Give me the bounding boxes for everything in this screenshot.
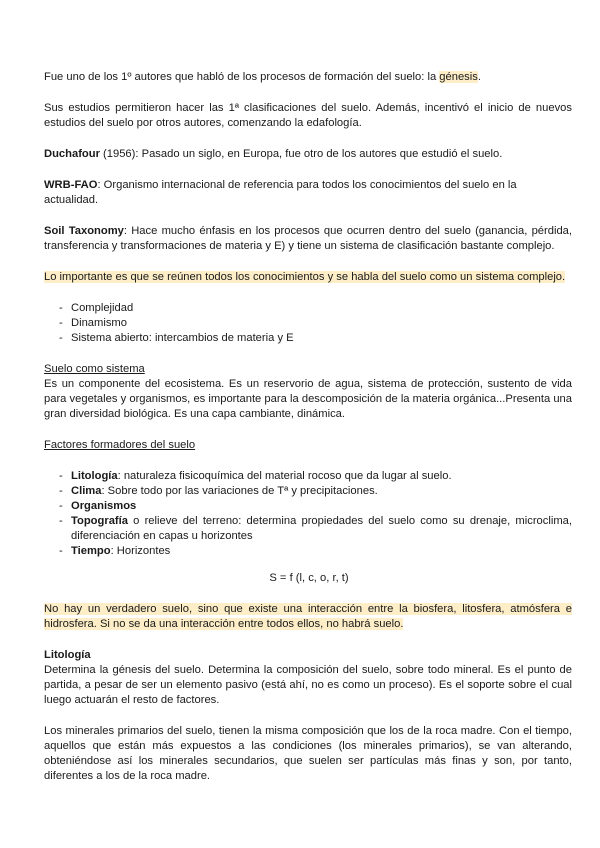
heading-suelo-sistema: Suelo como sistema [44,363,145,375]
paragraph-suelo-sistema: Es un componente del ecosistema. Es un reservorio de agua, sistema de protección, sustento de vida para vegetales y organismos, es importante para la descomposición de la materia orgánica...Presenta una gran diversidad biológica. Es una capa cambiante, dinámica. [44,378,572,420]
list-item: - Dinamismo [44,316,572,331]
paragraph-duchafour: Duchafour (1956): Pasado un siglo, en Europa, fue otro de los autores que estudió el suelo. [44,148,503,160]
list-item: - Sistema abierto: intercambios de materia y E [44,331,572,346]
list-item: - Tiempo: Horizontes [44,544,572,559]
list-item: - Litología: naturaleza fisicoquímica del material rocoso que da lugar al suelo. [44,469,572,484]
paragraph-soil-taxonomy: Soil Taxonomy: Hace mucho énfasis en los procesos que ocurren dentro del suelo (ganancia, pérdida, transferencia y transformaciones de materia y E) y tiene un sistema de clasificación bastante complejo. [44,225,572,252]
term-wrb-fao: WRB-FAO [44,179,98,191]
term-soil-taxonomy: Soil Taxonomy [44,225,124,237]
paragraph-wrb-fao: WRB-FAO: Organismo internacional de referencia para todos los conocimientos del suelo en la actualidad. [44,179,517,206]
highlight-genesis: génesis [439,71,478,83]
heading-litologia: Litología [44,649,91,661]
list-item: - Clima: Sobre todo por las variaciones de Tª y precipitaciones. [44,484,572,499]
list-factores [44,469,572,559]
list-item: - Complejidad [44,301,572,316]
document-body [44,70,572,784]
paragraph-litologia: Determina la génesis del suelo. Determina la composición del suelo, sobre todo mineral. Es el punto de partida, a pesar de ser un elemento pasivo (está ahí, no es como un proceso). Es el soporte sobre el cual luego actuarán el resto de factores. [44,664,572,706]
paragraph-sistema-complejo: Lo importante es que se reúnen todos los conocimientos y se habla del suelo como un sistema complejo. [44,271,566,283]
list-item: - Topografía o relieve del terreno: determina propiedades del suelo como su drenaje, microclima, diferenciación en capas u horizontes [44,514,572,544]
term-duchafour: Duchafour [44,148,100,160]
formula-suelo: S = f (l, c, o, r, t) [269,572,349,584]
paragraph-interaccion: No hay un verdadero suelo, sino que existe una interacción entre la biosfera, litosfera, atmósfera e hidrosfera. Si no se da una interacción entre todos ellos, no habrá suelo. [44,603,572,630]
paragraph-genesis: Fue uno de los 1º autores que habló de los procesos de formación del suelo: la génesis. [44,71,481,83]
list-caracteristicas [44,301,572,346]
paragraph-minerales: Los minerales primarios del suelo, tienen la misma composición que los de la roca madre. Con el tiempo, aquellos que están más expuestos a las condiciones (los minerales primarios), se van alterando, obteniéndose así los minerales secundarios, que suelen ser partículas más finas y son, por tanto, diferentes a los de la roca madre. [44,725,572,782]
heading-factores: Factores formadores del suelo [44,439,196,451]
list-item: - Organismos [44,499,572,514]
paragraph-clasificaciones: Sus estudios permitieron hacer las 1ª clasificaciones del suelo. Además, incentivó el inicio de nuevos estudios del suelo por otros autores, comenzando la edafología. [44,102,572,129]
